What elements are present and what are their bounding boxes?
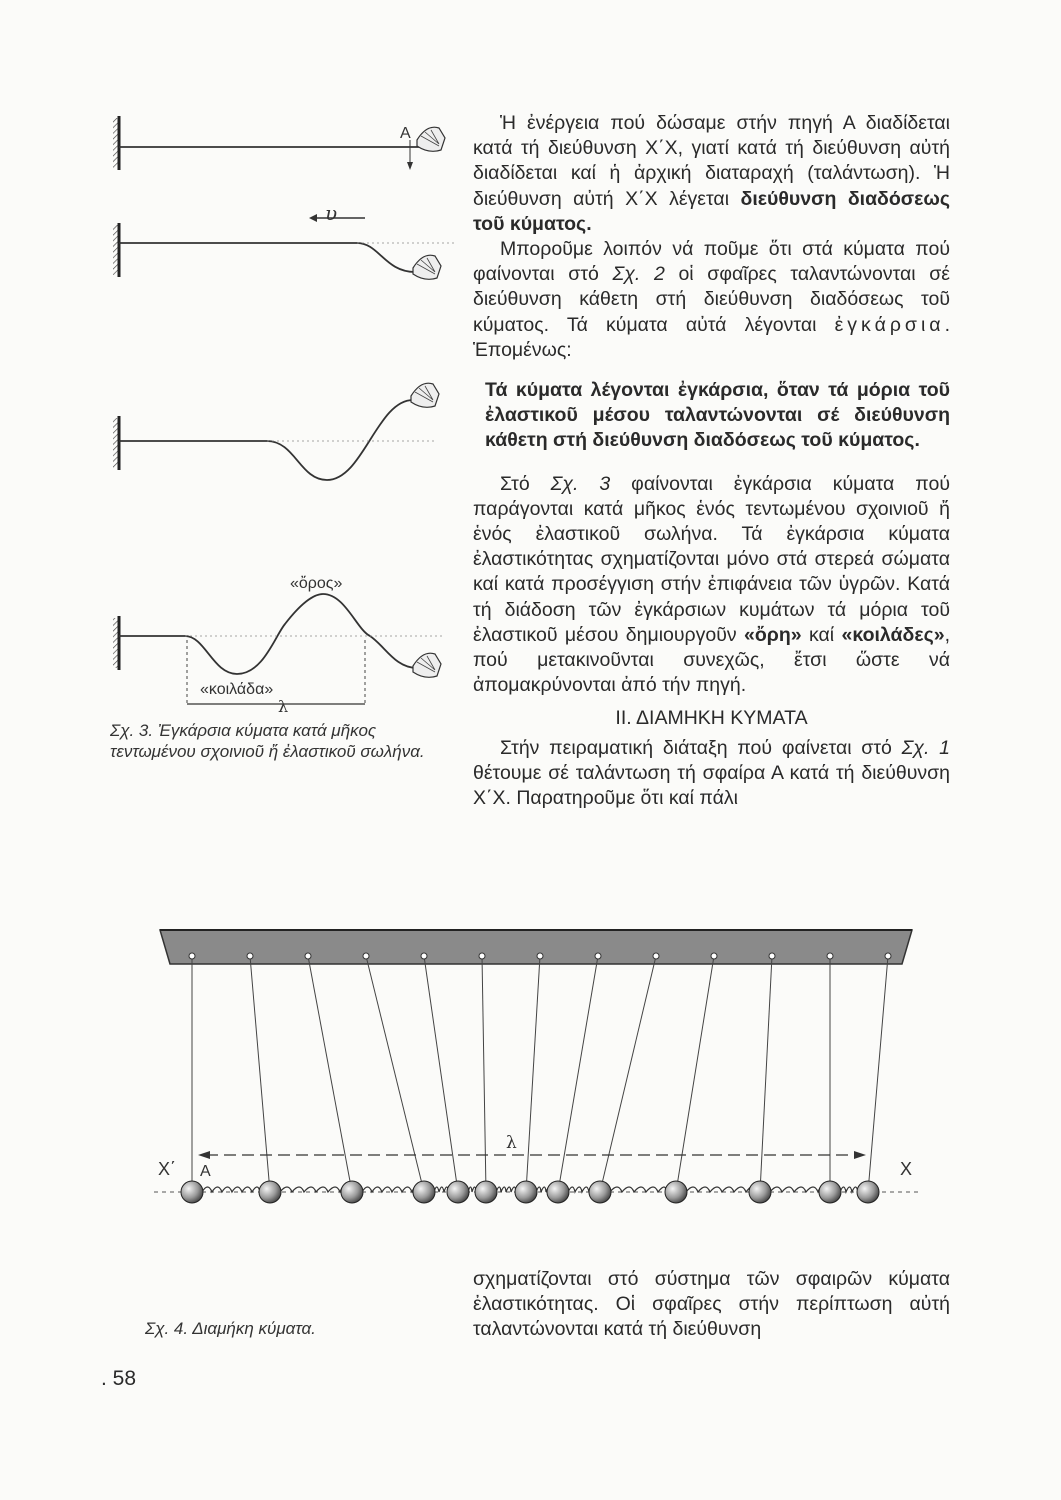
- paragraph-longitudinal: Στήν πειραματική διάταξη πού φαίνεται στό Σχ. 1 θέτουμε σέ ταλάντωση τή σφαίρα Α κατά τή διεύθυνση Χ΄Χ. Παρατηροῦμε ὅτι καί πάλι: [473, 736, 950, 810]
- rope-row-3: [113, 383, 439, 480]
- label-crest: «ὄρος»: [290, 575, 343, 592]
- section-heading: ΙΙ. ΔΙΑΜΗΚΗ ΚΥΜΑΤΑ: [615, 707, 808, 730]
- rope-row-1: [113, 116, 445, 170]
- paragraph-transverse-intro: Μποροῦμε λοιπόν νά ποῦμε ὅτι στά κύματα πού φαίνονται στό Σχ. 2 οἱ σφαῖρες ταλαντώνονται σέ διεύθυνση κάθετη στή διεύθυνση διαδόσεως τοῦ κύματος. Τά κύματα αὐτά λέγονται ἐγκάρσια. Ἑπομένως:: [473, 238, 950, 361]
- label-source-a: Α: [400, 125, 411, 142]
- page-number: . 58: [101, 1367, 137, 1390]
- label-x: Χ: [900, 1159, 913, 1179]
- support-bar: [160, 930, 912, 964]
- figure-3-transverse-waves: [95, 100, 465, 720]
- text-column-top: [473, 111, 950, 811]
- hand-icon: [417, 127, 445, 151]
- hand-icon: [411, 383, 439, 407]
- hand-icon: [413, 255, 441, 279]
- paragraph-figure-3: Στό Σχ. 3 φαίνονται ἐγκάρσια κύματα πού παράγονται κατά μῆκος ἑνός τεντωμένου σχοινιοῦ ἤ ἑνός ἐλαστικοῦ σωλήνα. Τά ἐγκάρσια κύματα ἐλαστικότητας σχηματίζονται μόνο στά στερεά σώματα καί κατά προσέγγιση στήν ἐπιφάνεια τῶν ὑγρῶν. Κατά τή διάδοση τῶν ἐγκάρσιων κυμάτων τά μόρια τοῦ ἐλαστικοῦ μέσου δημιουργοῦν «ὄρη» καί «κοιλάδες», πού μετακινοῦνται συνεχῶς, ἔτσι ὥστε νά ἀπομακρύνονται ἀπό τήν πηγή.: [473, 472, 951, 697]
- wavelength-arrow: [198, 1151, 866, 1159]
- figure-3-caption: Σχ. 3. Ἐγκάρσια κύματα κατά μῆκος τεντωμένου σχοινιοῦ ἤ ἐλαστικοῦ σωλήνα.: [110, 721, 425, 761]
- definition-box: Τά κύματα λέγονται ἐγκάρσια, ὅταν τά μόρια τοῦ ἐλαστικοῦ μέσου ταλαντώνονται σέ διεύθυνση κάθετη στή διεύθυνση διαδόσεως τοῦ κύματος.: [485, 379, 950, 452]
- hand-icon: [413, 653, 441, 677]
- paragraph-continuation: σχηματίζονται στό σύστημα τῶν σφαιρῶν κύματα ἐλαστικότητας. Οἱ σφαῖρες στήν περίπτωση αὐτή ταλαντώνονται κατά τή διεύθυνση: [473, 1268, 950, 1341]
- label-trough: «κοιλάδα»: [200, 681, 274, 698]
- figure-4-caption: Σχ. 4. Διαμήκη κύματα.: [145, 1319, 316, 1338]
- figure-4-longitudinal-waves: [140, 920, 930, 1240]
- rope-row-2: [113, 201, 455, 279]
- rope-row-4: [113, 575, 445, 716]
- label-a: Α: [200, 1163, 211, 1180]
- text-column-bottom: [473, 1267, 950, 1343]
- label-x-prime: Χ΄: [158, 1159, 176, 1179]
- label-lambda-4: λ: [506, 1133, 517, 1153]
- label-velocity: υ: [325, 201, 338, 225]
- threads: [192, 956, 888, 1192]
- label-lambda: λ: [278, 697, 289, 716]
- paragraph-energy: Ἡ ἐνέργεια πού δώσαμε στήν πηγή Α διαδίδεται κατά τή διεύθυνση Χ΄Χ, γιατί κατά τή διεύθυνση αὐτή διαδίδεται καί ἡ ἀρχική διαταραχή (ταλάντωση). Ἡ διεύθυνση αὐτή Χ΄Χ λέγεται διεύθυνση διαδόσεως τοῦ κύματος.: [473, 112, 951, 235]
